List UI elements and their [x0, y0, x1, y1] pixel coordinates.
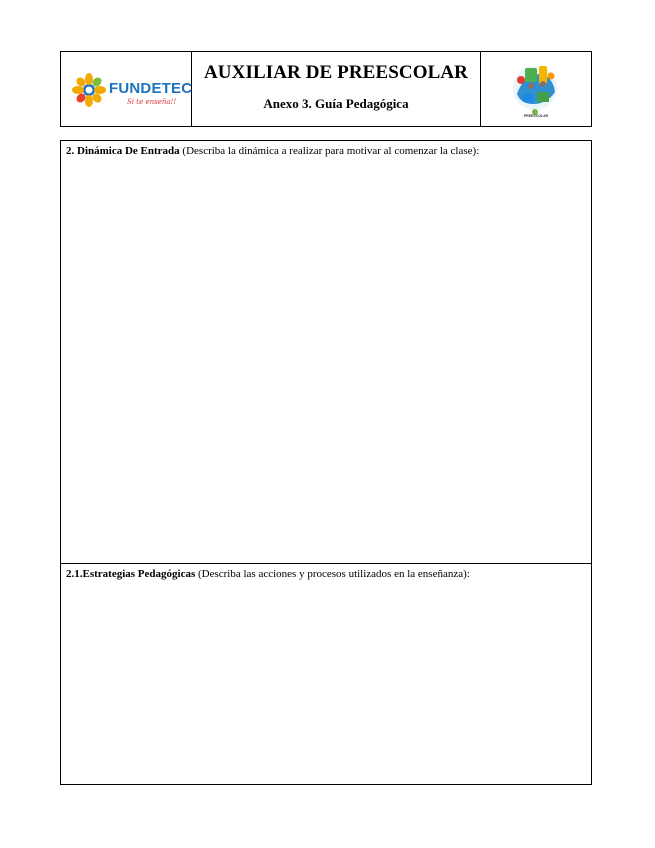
- section-heading: 2. Dinámica De Entrada: [66, 145, 180, 157]
- section-instruction: (Describa la dinámica a realizar para motivar al comenzar la clase):: [179, 145, 480, 157]
- section-instruction: (Describa las acciones y procesos utilizados en la enseñanza):: [195, 568, 470, 580]
- gear-flower-icon: [69, 70, 109, 110]
- header-title-cell: [192, 52, 481, 126]
- fundetec-brand-text: FUNDETEC: [109, 80, 193, 97]
- fundetec-logo: [69, 70, 193, 110]
- section-label: [66, 144, 479, 158]
- section-heading: 2.1.Estrategias Pedagógicas: [66, 568, 196, 580]
- preschool-children-icon: [503, 58, 567, 122]
- document-subtitle: Anexo 3. Guía Pedagógica: [263, 96, 409, 111]
- section-label: [66, 567, 470, 581]
- header-right-logo-cell: [481, 52, 591, 126]
- right-logo-caption: PREESCOLAR: [523, 114, 549, 118]
- document-header: [60, 51, 592, 127]
- header-left-logo-cell: [61, 52, 192, 126]
- fundetec-tagline: Si te enseña!!: [127, 98, 177, 106]
- document-title: AUXILIAR DE PREESCOLAR: [203, 62, 469, 83]
- section-dinamica-entrada[interactable]: [60, 140, 592, 564]
- section-estrategias-pedagogicas[interactable]: [60, 563, 592, 785]
